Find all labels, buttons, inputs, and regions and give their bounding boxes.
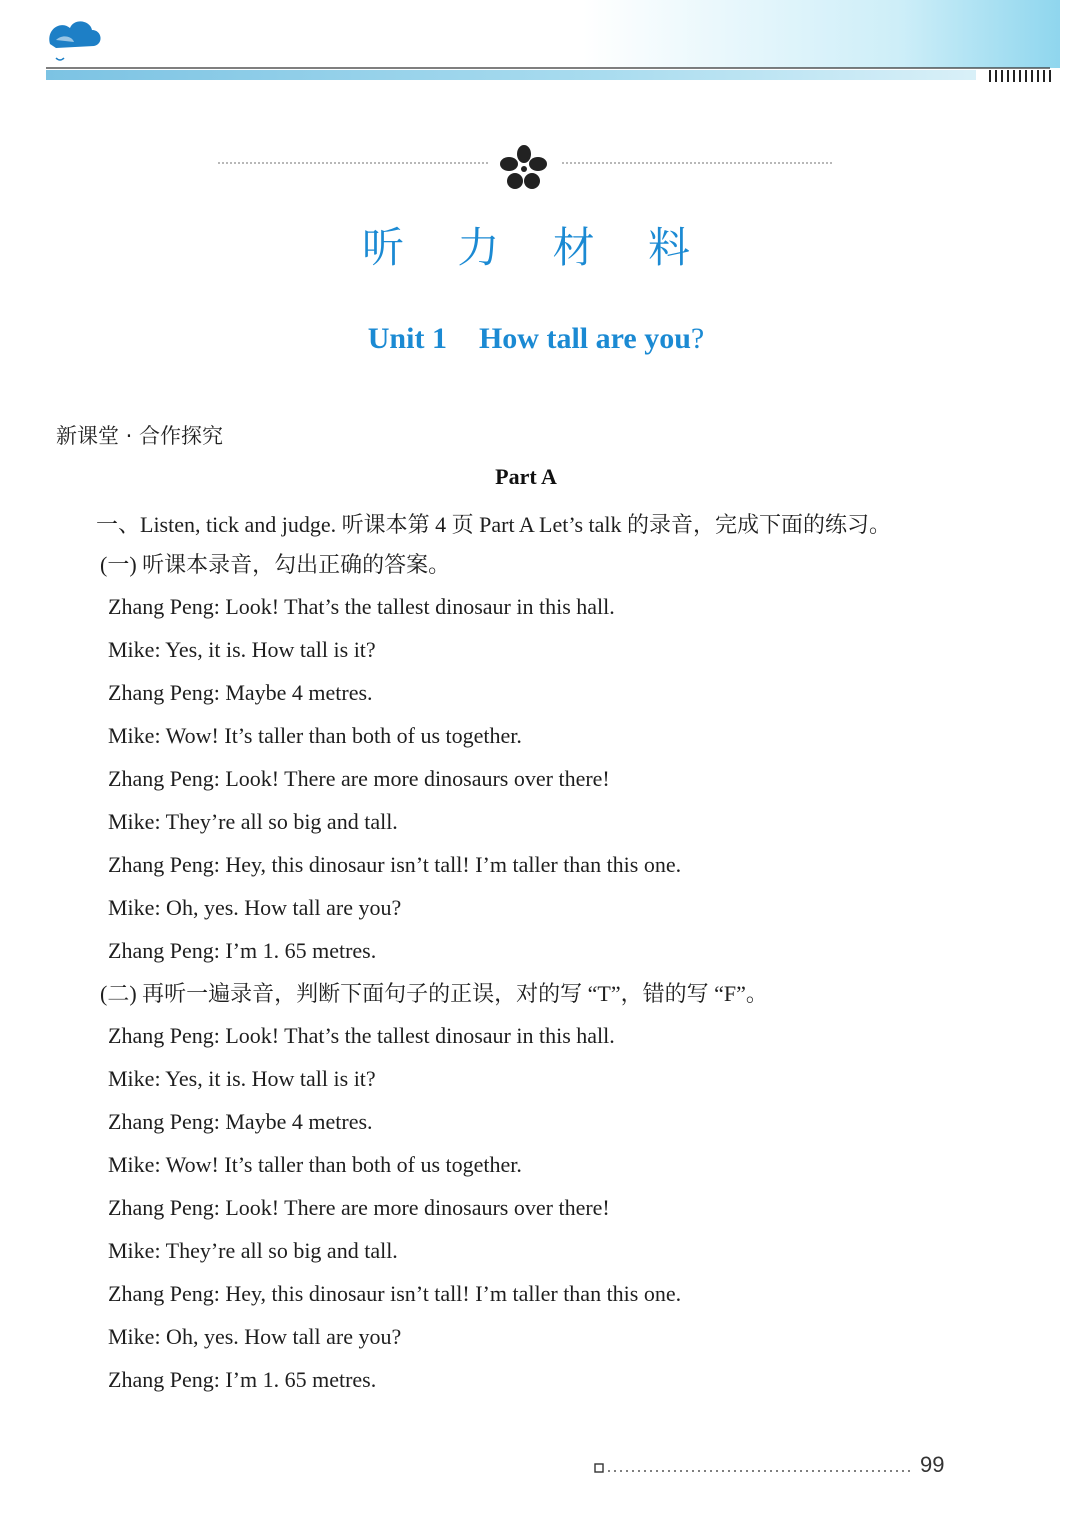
- page-title: 听 力 材 料: [361, 223, 711, 272]
- ornament-divider-right: [562, 162, 832, 164]
- dialogue-line: Mike: Yes, it is. How tall is it?: [108, 1066, 376, 1091]
- dialogue-line: Mike: Yes, it is. How tall is it?: [108, 637, 376, 662]
- unit-title: How tall are you: [478, 322, 691, 355]
- dialogue-line: Mike: Wow! It’s taller than both of us together.: [108, 1152, 522, 1177]
- dialogue-line: Mike: Oh, yes. How tall are you?: [108, 1324, 402, 1349]
- dialogue-line: Zhang Peng: Look! There are more dinosaurs over there!: [108, 766, 610, 791]
- dialogue-line: Mike: They’re all so big and tall.: [108, 809, 398, 834]
- dialogue-line: Zhang Peng: Look! There are more dinosaurs over there!: [108, 1195, 610, 1220]
- dialogue-line: Zhang Peng: Hey, this dinosaur isn’t tall! I’m taller than this one.: [108, 1281, 682, 1306]
- header-band: [0, 0, 1072, 88]
- dialogue-line: Mike: Wow! It’s taller than both of us together.: [108, 723, 522, 748]
- transcript-1: [96, 590, 1036, 977]
- dialogue-line: Zhang Peng: Look! That’s the tallest dinosaur in this hall.: [108, 1023, 615, 1048]
- dialogue-line: Mike: They’re all so big and tall.: [108, 1238, 398, 1263]
- sub-2-instruction: (二) 再听一遍录音，判断下面句子的正误，对的写 “T”，错的写 “F”。: [100, 981, 768, 1006]
- unit-question-mark: ?: [690, 322, 705, 355]
- transcript-2: [96, 1019, 1036, 1406]
- dialogue-line: Zhang Peng: Maybe 4 metres.: [108, 680, 373, 705]
- footer-dotted-leader: [594, 1462, 914, 1476]
- listening-content: [96, 508, 1036, 1406]
- dialogue-line: Zhang Peng: I’m 1. 65 metres.: [108, 1367, 377, 1392]
- tick-marks-decoration: [990, 70, 1050, 82]
- dialogue-line: Mike: Oh, yes. How tall are you?: [108, 895, 402, 920]
- exercise-1-instruction: 一、Listen, tick and judge. 听课本第 4 页 Part A Let’s talk 的录音，完成下面的练习。: [96, 512, 891, 537]
- dialogue-line: Zhang Peng: Maybe 4 metres.: [108, 1109, 373, 1134]
- sub-1-instruction: (一) 听课本录音，勾出正确的答案。: [100, 552, 451, 577]
- unit-number: Unit 1: [367, 322, 447, 355]
- unit-heading: [0, 322, 1072, 356]
- section-label: 新课堂 · 合作探究: [56, 424, 224, 448]
- part-title: Part A: [495, 464, 557, 489]
- dialogue-line: Zhang Peng: Hey, this dinosaur isn’t tall! I’m taller than this one.: [108, 852, 682, 877]
- dialogue-line: Zhang Peng: Look! That’s the tallest dinosaur in this hall.: [108, 594, 615, 619]
- flower-ornament-icon: [498, 144, 550, 192]
- dialogue-line: Zhang Peng: I’m 1. 65 metres.: [108, 938, 377, 963]
- ornament-divider-left: [218, 162, 488, 164]
- page-number: 99: [920, 1452, 945, 1477]
